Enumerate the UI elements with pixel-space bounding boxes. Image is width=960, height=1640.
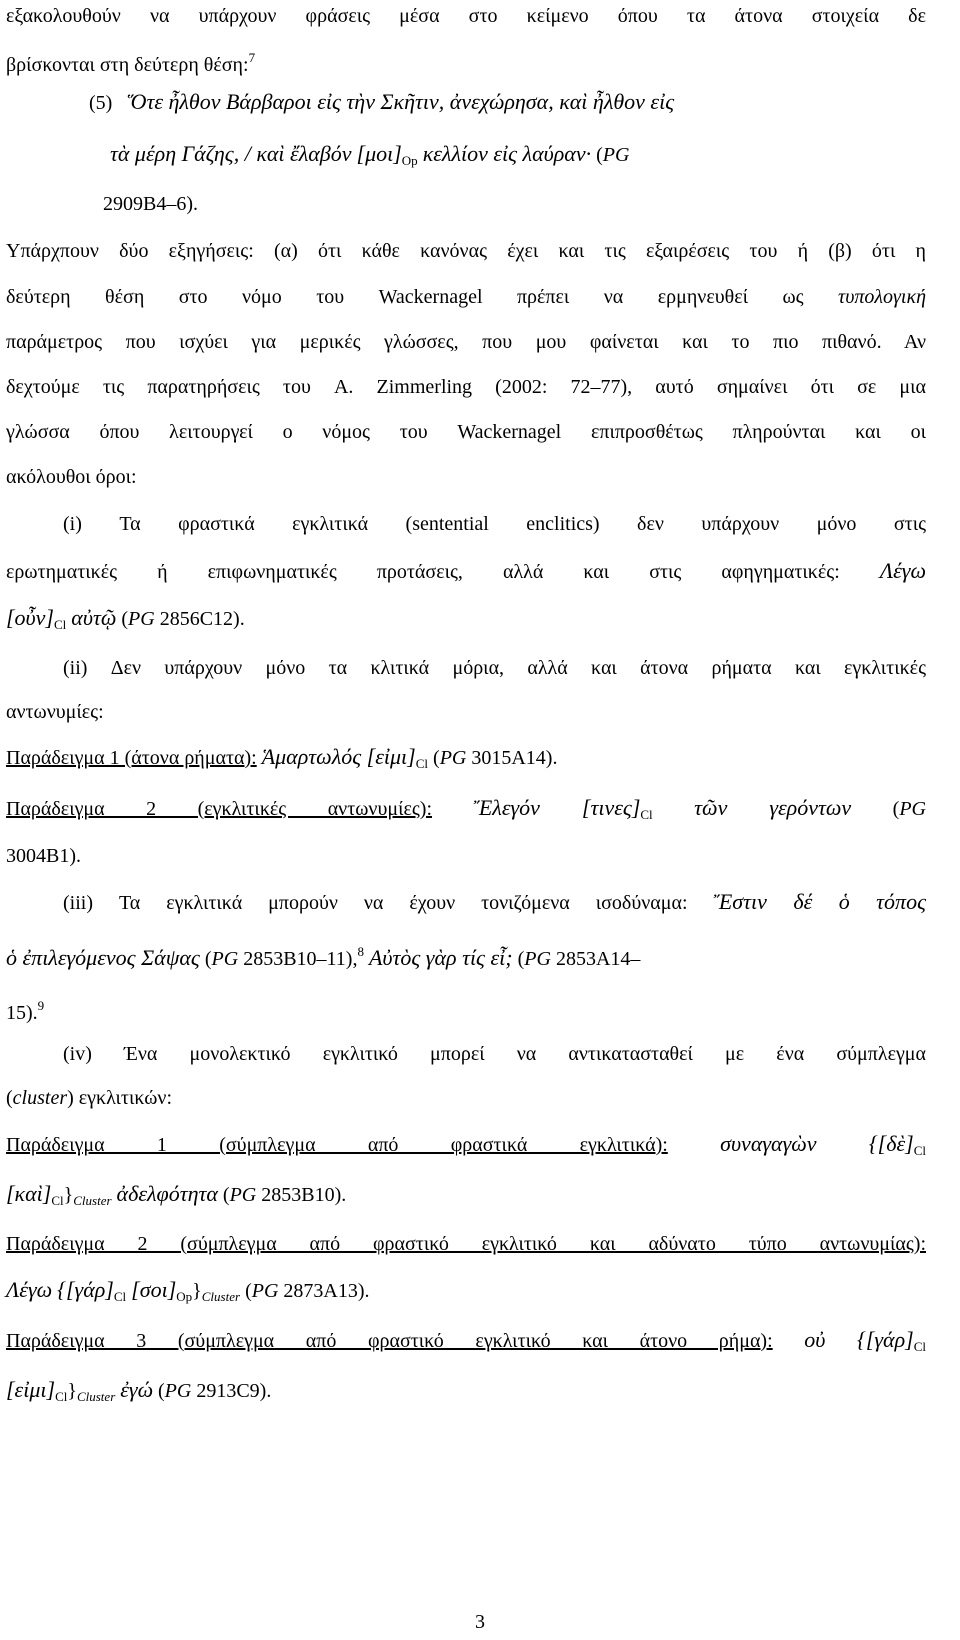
- text-span: (: [157, 1380, 165, 1402]
- condition-ii-line-1: [63, 654, 926, 682]
- pg-abbreviation: PG: [251, 1280, 279, 1302]
- greek-bracket: [καὶ]: [6, 1181, 52, 1206]
- text-span: (: [517, 948, 525, 970]
- subscript-label: Cluster: [201, 1289, 241, 1304]
- condition-ii-line-2: [6, 698, 926, 726]
- greek-quote: τὰ μέρη Γάζης, / καὶ ἔλαβόν: [110, 141, 352, 166]
- condition-i-line-1: [63, 510, 926, 538]
- text-span: 2913C9).: [196, 1380, 272, 1402]
- example-2-pronouns: [6, 794, 926, 829]
- subscript-label: Cl: [415, 756, 429, 771]
- greek-quote: αὐτῷ: [71, 605, 117, 630]
- text-span: }: [192, 1280, 202, 1302]
- greek-quote: Ἔστιν δέ ὁ τόπος: [713, 889, 926, 914]
- text-span: (: [892, 798, 900, 820]
- greek-quote: συναγαγὼν: [720, 1131, 817, 1156]
- condition-iv-line-1: [63, 1040, 926, 1068]
- greek-quote: Ἔλεγόν [τινες]: [473, 795, 641, 820]
- emphasis-word: cluster: [12, 1087, 68, 1109]
- text-line: [6, 418, 926, 446]
- greek-bracket: {[γάρ]: [857, 1327, 914, 1352]
- example-number: (5): [89, 92, 113, 114]
- greek-bracket: [σοι]: [131, 1277, 177, 1302]
- text-span: }: [67, 1380, 77, 1402]
- pg-abbreviation: PG: [128, 608, 155, 630]
- cluster-example-3-line-1: [6, 1326, 926, 1361]
- pg-abbreviation: PG: [899, 798, 926, 820]
- example-label: Παράδειγμα 2 (σύμπλεγμα από φραστικό εγκλιτικό και αδύνατο τύπο αντωνυμίας):: [6, 1233, 926, 1255]
- greek-quote: ἀδελφότητα: [116, 1181, 218, 1206]
- text-span: δεχτούμε τις παρατηρήσεις του A. Zimmerling (2002: 72–77), αυτό σημαίνει ότι σε μια: [6, 376, 926, 398]
- example-5-line-1: [89, 88, 895, 117]
- greek-quote: τῶν γερόντων: [694, 795, 852, 820]
- text-line: [6, 463, 926, 491]
- pg-abbreviation: PG: [164, 1380, 192, 1402]
- subscript-label: Cluster: [76, 1389, 116, 1404]
- subscript-label: Op: [176, 1289, 193, 1304]
- emphasis-word: τυπολογική: [838, 286, 927, 308]
- subscript-label: Cl: [640, 807, 653, 822]
- subscript-label: Cl: [913, 1143, 926, 1158]
- example-label: Παράδειγμα 2 (εγκλιτικές αντωνυμίες):: [6, 798, 432, 820]
- text-span: 2873A13).: [283, 1280, 370, 1302]
- text-line: [6, 237, 926, 265]
- subscript-label: Cl: [113, 1289, 127, 1304]
- example-1-verbs: [6, 743, 926, 778]
- greek-quote: κελλίον εἰς λαύραν·: [422, 141, 592, 166]
- example-2-reference: [6, 842, 926, 870]
- text-span: (: [121, 608, 129, 630]
- condition-i-line-3: [6, 604, 926, 639]
- text-line: [6, 373, 926, 401]
- greek-bracket: [οὖν]: [6, 605, 54, 630]
- condition-iii-line-3: [6, 992, 926, 1027]
- text-span: (: [596, 144, 603, 166]
- subscript-label: Op: [401, 153, 418, 168]
- text-span: παράμετρος που ισχύει για μερικές γλώσσες, που μου φαίνεται και το πιο πιθανό. Αν: [6, 331, 926, 353]
- text-span: εξακολουθούν να υπάρχουν φράσεις μέσα στο κείμενο όπου τα άτονα στοιχεία δε: [6, 5, 926, 27]
- example-label: Παράδειγμα 1 (άτονα ρήματα):: [6, 747, 257, 769]
- text-span: 2853B10–11),: [243, 948, 358, 970]
- text-span: 3015A14).: [471, 747, 558, 769]
- greek-quote: Ἁμαρτωλός [εἰμι]: [261, 744, 416, 769]
- greek-quote: ὁ ἐπιλεγόμενος Σάψας: [6, 945, 200, 970]
- pg-abbreviation: PG: [439, 747, 467, 769]
- cluster-example-1-line-2: [6, 1180, 926, 1215]
- text-span: (iv) Ένα μονολεκτικό εγκλιτικό μπορεί να αντικατασταθεί με ένα σύμπλεγμα: [63, 1043, 926, 1065]
- greek-bracket: {[δὲ]: [868, 1131, 914, 1156]
- subscript-label: Cl: [913, 1339, 927, 1354]
- condition-i-line-2: [6, 557, 926, 586]
- page-number: 3: [475, 1611, 485, 1633]
- greek-quote: ἐγώ: [120, 1377, 153, 1402]
- footnote-marker: 8: [357, 944, 364, 959]
- example-5-line-2: [110, 140, 910, 175]
- condition-iv-line-2: [6, 1084, 926, 1112]
- text-span: ) εγκλιτικών:: [67, 1087, 173, 1109]
- cluster-example-1-line-1: [6, 1130, 926, 1165]
- text-span: 2853B10).: [261, 1184, 347, 1206]
- footnote-marker: 9: [37, 998, 45, 1013]
- condition-iii-line-1: [63, 888, 926, 917]
- text-span: 2853A14–: [555, 948, 641, 970]
- footnote-marker: 7: [248, 50, 256, 65]
- text-span: (: [433, 747, 440, 769]
- text-span: (: [6, 1087, 13, 1109]
- text-span: }: [63, 1184, 74, 1206]
- text-span: Υπάρχπουν δύο εξηγήσεις: (α) ότι κάθε κανόνας έχει και τις εξαιρέσεις του ή (β) ότι η: [6, 240, 926, 262]
- text-span: δεύτερη θέση στο νόμο του Wackernagel πρέπει να ερμηνευθεί ως: [6, 286, 804, 308]
- pg-abbreviation: PG: [524, 948, 551, 970]
- text-span: γλώσσα όπου λειτουργεί ο νόμος του Wackernagel επιπροσθέτως πληρούνται και οι: [6, 421, 926, 443]
- text-line: [6, 2, 926, 30]
- cluster-example-2-line-1: [6, 1230, 926, 1258]
- text-span: (i) Τα φραστικά εγκλιτικά (sentential enclitics) δεν υπάρχουν μόνο στις: [63, 513, 926, 535]
- pg-abbreviation: PG: [229, 1184, 257, 1206]
- text-span: ακόλουθοι όροι:: [6, 466, 137, 488]
- pg-abbreviation: PG: [211, 948, 239, 970]
- cluster-example-3-line-2: [6, 1376, 926, 1411]
- greek-quote: Λέγω: [879, 558, 926, 583]
- text-line: [6, 328, 926, 356]
- condition-iii-line-2: [6, 938, 926, 973]
- text-span: (iii) Τα εγκλιτικά μπορούν να έχουν τονιζόμενα ισοδύναμα:: [63, 892, 688, 914]
- text-span: αντωνυμίες:: [6, 701, 104, 723]
- text-span: βρίσκονται στη δεύτερη θέση:: [6, 54, 249, 76]
- example-5-reference: [103, 190, 960, 218]
- greek-bracket: {[γάρ]: [57, 1277, 114, 1302]
- example-label: Παράδειγμα 3 (σύμπλεγμα από φραστικό εγκλιτικό και άτονο ρήμα):: [6, 1330, 773, 1352]
- text-line: [6, 283, 926, 311]
- text-line: [6, 44, 926, 79]
- greek-quote: Αὐτὸς γὰρ τίς εἶ;: [368, 945, 513, 970]
- text-span: 15).: [6, 1002, 38, 1024]
- text-span: 2856C12).: [159, 608, 245, 630]
- text-span: (: [245, 1280, 252, 1302]
- greek-bracket: [εἰμι]: [6, 1377, 56, 1402]
- subscript-label: Cl: [54, 617, 67, 632]
- greek-quote: οὐ: [804, 1327, 826, 1352]
- subscript-label: Cl: [51, 1193, 64, 1208]
- text-span: ερωτηματικές ή επιφωνηματικές προτάσεις, αλλά και στις αφηγηματικές:: [6, 561, 840, 583]
- subscript-label: Cluster: [73, 1193, 112, 1208]
- text-span: (: [204, 948, 212, 970]
- greek-bracket: [μοι]: [356, 141, 402, 166]
- text-span: (ii) Δεν υπάρχουν μόνο τα κλιτικά μόρια, αλλά και άτονα ρήματα και εγκλιτικές: [63, 657, 926, 679]
- text-span: 2909B4–6).: [103, 193, 198, 215]
- text-span: (: [222, 1184, 230, 1206]
- cluster-example-2-line-2: [6, 1276, 926, 1311]
- greek-quote: Ὅτε ἦλθον Βάρβαροι εἰς τὴν Σκῆτιν, ἀνεχώρησα, καὶ ἦλθον εἰς: [127, 89, 675, 114]
- text-span: 3004B1).: [6, 845, 81, 867]
- greek-quote: Λέγω: [6, 1277, 53, 1302]
- example-label: Παράδειγμα 1 (σύμπλεγμα από φραστικά εγκλιτικά):: [6, 1134, 668, 1156]
- pg-abbreviation: PG: [602, 144, 630, 166]
- subscript-label: Cl: [55, 1389, 68, 1404]
